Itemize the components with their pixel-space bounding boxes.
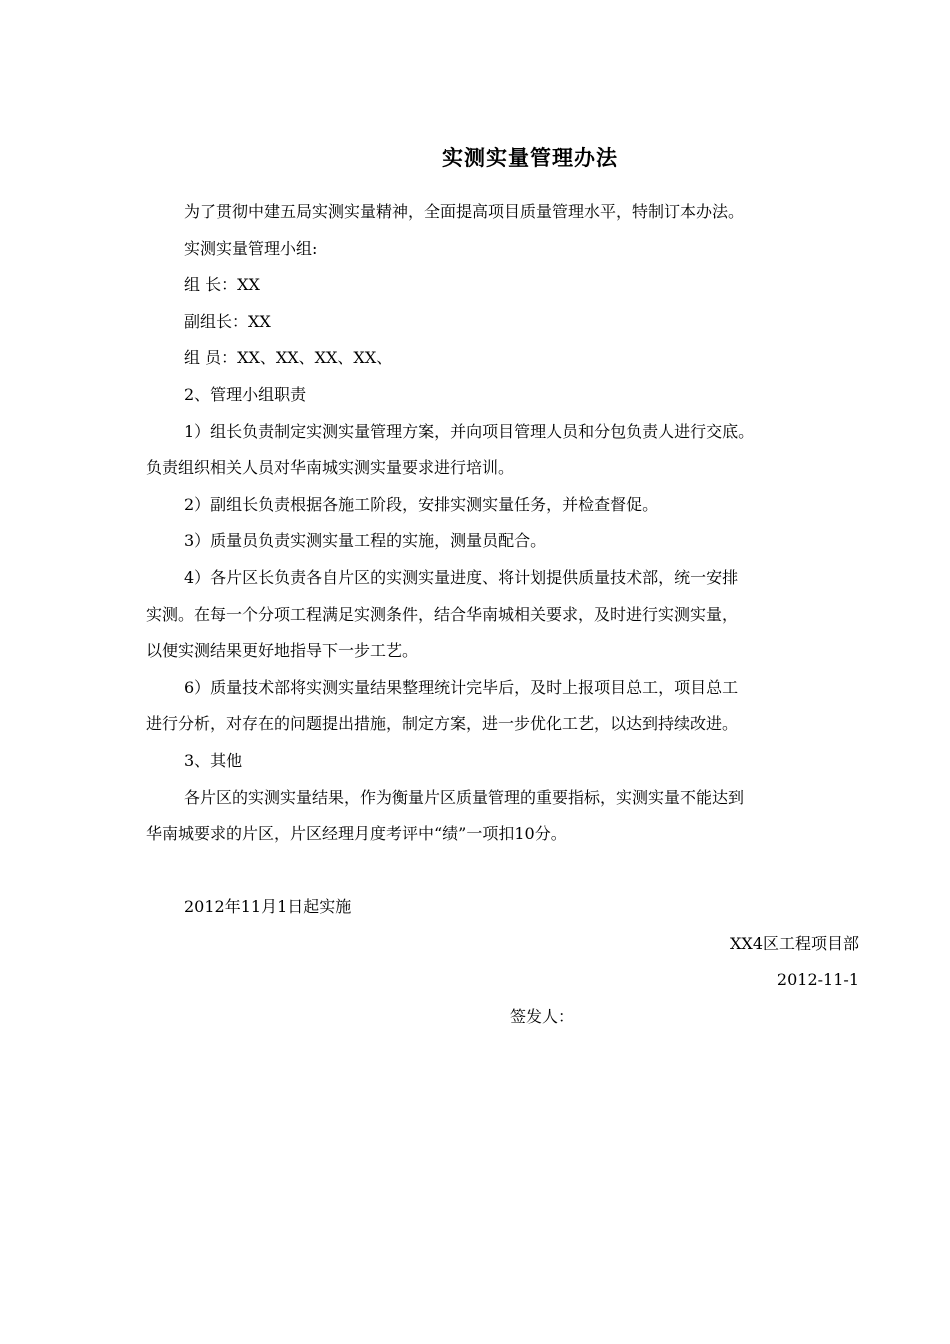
duty-4-line-2: 实测。在每一个分项工程满足实测条件，结合华南城相关要求，及时进行实测实量， [146,604,739,624]
section-heading-management-group: 实测实量管理小组: [184,238,318,258]
section-heading-duties: 2、管理小组职责 [184,384,307,404]
duty-1-line-1: 1）组长负责制定实测实量管理方案，并向项目管理人员和分包负责人进行交底。 [184,421,755,441]
duty-3: 3）质量员负责实测实量工程的实施，测量员配合。 [184,531,547,551]
group-members: 组 员：XX、XX、XX、XX、 [184,348,393,368]
issuer-label: 签发人： [510,1007,575,1027]
blank-line [146,853,871,890]
duty-2: 2）副组长负责根据各施工阶段，安排实测实量任务，并检查督促。 [184,494,659,514]
department-signature: XX4区工程项目部 [730,933,859,953]
duty-4-line-1: 4）各片区长负责各自片区的实测实量进度、将计划提供质量技术部，统一安排 [184,567,739,587]
group-leader: 组 长：XX [184,275,260,295]
deputy-group-leader: 副组长：XX [184,311,271,331]
intro-paragraph: 为了贯彻中建五局实测实量精神，全面提高项目质量管理水平，特制订本办法。 [184,202,745,221]
document-body [146,194,871,1036]
effective-date: 2012年11月1日起实施 [184,897,352,917]
other-line-2: 华南城要求的片区，片区经理月度考评中“绩”一项扣10分。 [146,824,567,844]
duty-6-line-2: 进行分析，对存在的问题提出措施，制定方案，进一步优化工艺，以达到持续改进。 [146,714,739,734]
section-heading-other: 3、其他 [184,750,243,770]
duty-1-line-2: 负责组织相关人员对华南城实测实量要求进行培训。 [146,458,515,478]
duty-6-line-1: 6）质量技术部将实测实量结果整理统计完毕后，及时上报项目总工，项目总工 [184,677,739,697]
signature-date: 2012-11-1 [776,970,859,990]
other-line-1: 各片区的实测实量结果，作为衡量片区质量管理的重要指标，实测实量不能达到 [184,787,745,807]
document-title: 实测实量管理办法 [442,145,618,170]
duty-4-line-3: 以便实测结果更好地指导下一步工艺。 [146,641,419,661]
